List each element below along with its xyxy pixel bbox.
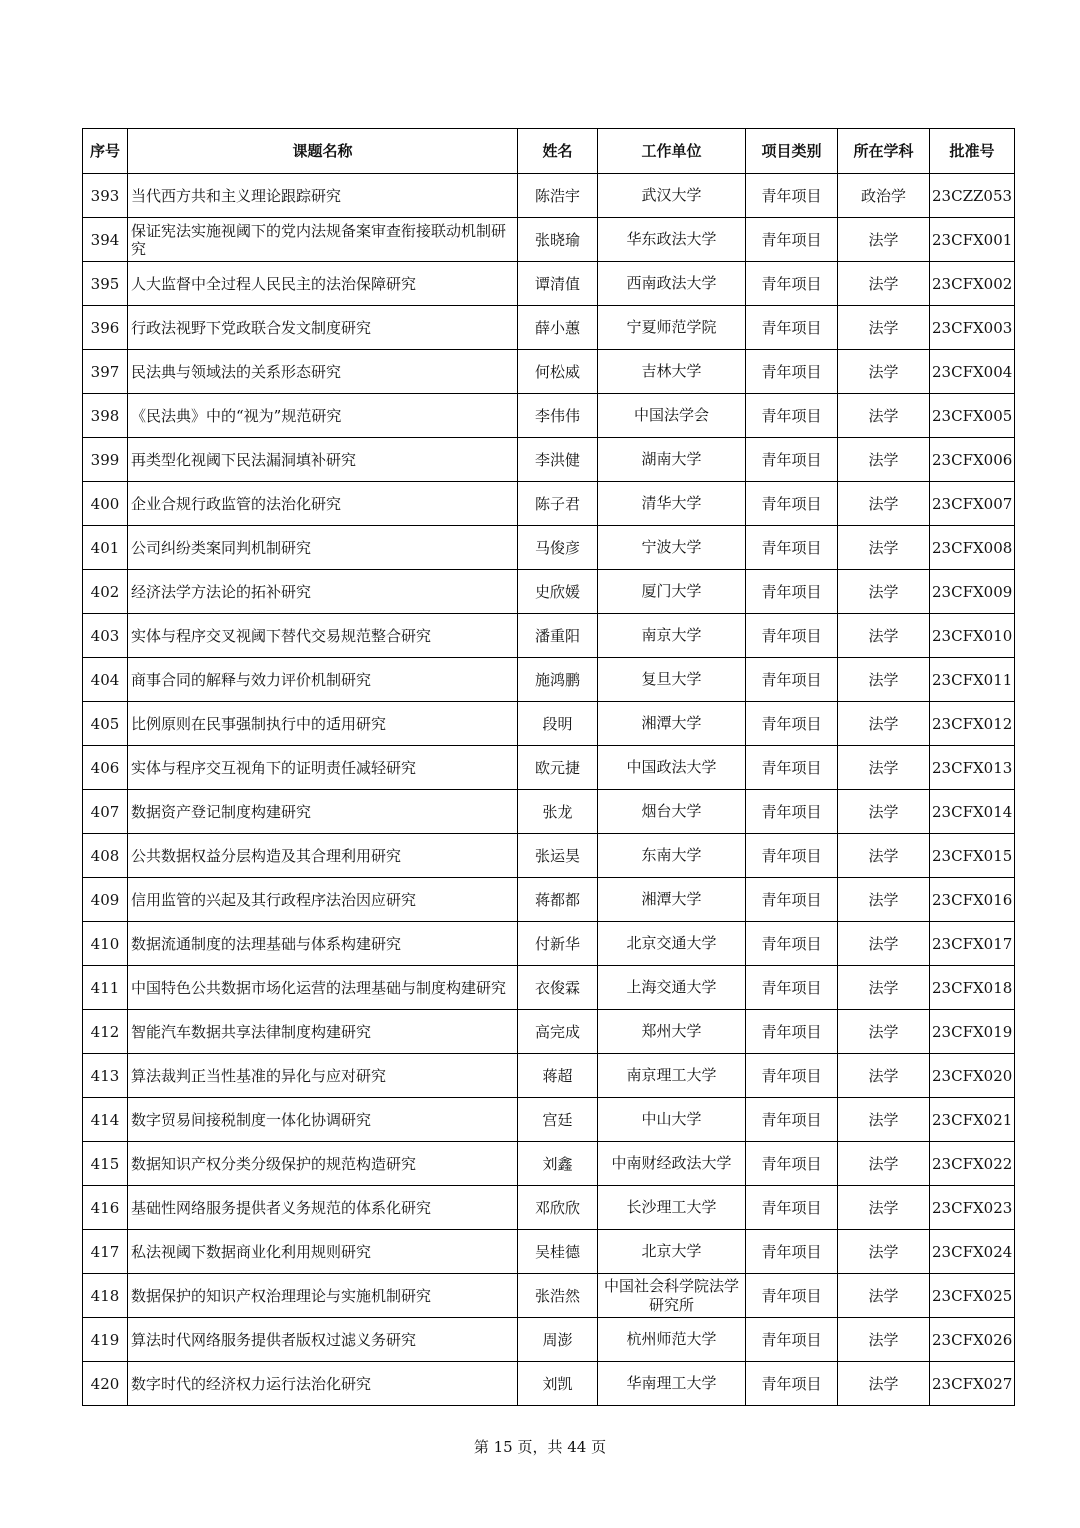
cell-category: 青年项目 <box>746 174 838 218</box>
cell-title: 数据保护的知识产权治理理论与实施机制研究 <box>128 1274 518 1318</box>
cell-name: 薛小蕙 <box>518 306 598 350</box>
cell-name: 刘鑫 <box>518 1142 598 1186</box>
cell-seq: 410 <box>83 922 128 966</box>
cell-seq: 406 <box>83 746 128 790</box>
cell-approval: 23CFX004 <box>930 350 1015 394</box>
cell-discipline: 法学 <box>838 526 930 570</box>
cell-discipline: 法学 <box>838 1098 930 1142</box>
cell-category: 青年项目 <box>746 262 838 306</box>
cell-seq: 413 <box>83 1054 128 1098</box>
cell-discipline: 法学 <box>838 350 930 394</box>
cell-name: 史欣媛 <box>518 570 598 614</box>
cell-name: 衣俊霖 <box>518 966 598 1010</box>
table-row <box>83 174 1015 218</box>
table-row <box>83 350 1015 394</box>
cell-seq: 402 <box>83 570 128 614</box>
cell-approval: 23CFX023 <box>930 1186 1015 1230</box>
cell-unit: 北京大学 <box>598 1230 746 1274</box>
cell-name: 付新华 <box>518 922 598 966</box>
cell-seq: 395 <box>83 262 128 306</box>
cell-seq: 416 <box>83 1186 128 1230</box>
cell-unit: 西南政法大学 <box>598 262 746 306</box>
cell-seq: 404 <box>83 658 128 702</box>
cell-discipline: 法学 <box>838 1362 930 1406</box>
cell-name: 高完成 <box>518 1010 598 1054</box>
cell-approval: 23CFX013 <box>930 746 1015 790</box>
table-row <box>83 702 1015 746</box>
cell-title: 当代西方共和主义理论跟踪研究 <box>128 174 518 218</box>
cell-name: 施鸿鹏 <box>518 658 598 702</box>
cell-seq: 396 <box>83 306 128 350</box>
cell-unit: 中南财经政法大学 <box>598 1142 746 1186</box>
cell-category: 青年项目 <box>746 1318 838 1362</box>
cell-name: 李伟伟 <box>518 394 598 438</box>
cell-approval: 23CZZ053 <box>930 174 1015 218</box>
cell-category: 青年项目 <box>746 922 838 966</box>
cell-approval: 23CFX017 <box>930 922 1015 966</box>
cell-unit: 上海交通大学 <box>598 966 746 1010</box>
cell-title: 算法裁判正当性基准的异化与应对研究 <box>128 1054 518 1098</box>
cell-seq: 393 <box>83 174 128 218</box>
table-row <box>83 1098 1015 1142</box>
cell-seq: 409 <box>83 878 128 922</box>
table-row <box>83 262 1015 306</box>
cell-approval: 23CFX006 <box>930 438 1015 482</box>
cell-approval: 23CFX011 <box>930 658 1015 702</box>
cell-approval: 23CFX027 <box>930 1362 1015 1406</box>
cell-name: 陈子君 <box>518 482 598 526</box>
cell-discipline: 法学 <box>838 834 930 878</box>
cell-unit: 北京交通大学 <box>598 922 746 966</box>
cell-category: 青年项目 <box>746 658 838 702</box>
table-row <box>83 1230 1015 1274</box>
cell-title: 算法时代网络服务提供者版权过滤义务研究 <box>128 1318 518 1362</box>
cell-seq: 394 <box>83 218 128 262</box>
cell-name: 段明 <box>518 702 598 746</box>
cell-unit: 杭州师范大学 <box>598 1318 746 1362</box>
cell-category: 青年项目 <box>746 1098 838 1142</box>
cell-approval: 23CFX005 <box>930 394 1015 438</box>
cell-title: 比例原则在民事强制执行中的适用研究 <box>128 702 518 746</box>
cell-name: 邓欣欣 <box>518 1186 598 1230</box>
cell-unit: 郑州大学 <box>598 1010 746 1054</box>
cell-seq: 417 <box>83 1230 128 1274</box>
cell-title: 企业合规行政监管的法治化研究 <box>128 482 518 526</box>
table-row <box>83 482 1015 526</box>
cell-unit: 南京理工大学 <box>598 1054 746 1098</box>
cell-discipline: 法学 <box>838 746 930 790</box>
cell-discipline: 法学 <box>838 1274 930 1318</box>
cell-title: 信用监管的兴起及其行政程序法治因应研究 <box>128 878 518 922</box>
cell-title: 公共数据权益分层构造及其合理利用研究 <box>128 834 518 878</box>
cell-unit: 湘潭大学 <box>598 702 746 746</box>
project-table <box>82 128 1015 1406</box>
header-discipline: 所在学科 <box>838 129 930 174</box>
cell-category: 青年项目 <box>746 526 838 570</box>
table-row <box>83 922 1015 966</box>
cell-title: 智能汽车数据共享法律制度构建研究 <box>128 1010 518 1054</box>
cell-category: 青年项目 <box>746 1274 838 1318</box>
cell-discipline: 法学 <box>838 1010 930 1054</box>
cell-category: 青年项目 <box>746 1142 838 1186</box>
cell-seq: 405 <box>83 702 128 746</box>
cell-category: 青年项目 <box>746 1362 838 1406</box>
cell-title: 民法典与领域法的关系形态研究 <box>128 350 518 394</box>
cell-unit: 厦门大学 <box>598 570 746 614</box>
cell-name: 张龙 <box>518 790 598 834</box>
cell-seq: 420 <box>83 1362 128 1406</box>
cell-name: 谭清值 <box>518 262 598 306</box>
cell-approval: 23CFX003 <box>930 306 1015 350</box>
table-row <box>83 306 1015 350</box>
cell-unit: 宁波大学 <box>598 526 746 570</box>
cell-title: 经济法学方法论的拓补研究 <box>128 570 518 614</box>
cell-seq: 403 <box>83 614 128 658</box>
cell-unit: 中国社会科学院法学研究所 <box>598 1274 746 1318</box>
cell-discipline: 法学 <box>838 1318 930 1362</box>
cell-discipline: 法学 <box>838 1054 930 1098</box>
cell-unit: 吉林大学 <box>598 350 746 394</box>
cell-discipline: 法学 <box>838 658 930 702</box>
cell-discipline: 法学 <box>838 966 930 1010</box>
table-row <box>83 1318 1015 1362</box>
cell-unit: 宁夏师范学院 <box>598 306 746 350</box>
cell-category: 青年项目 <box>746 1186 838 1230</box>
cell-name: 潘重阳 <box>518 614 598 658</box>
table-row <box>83 570 1015 614</box>
cell-title: 再类型化视阈下民法漏洞填补研究 <box>128 438 518 482</box>
cell-category: 青年项目 <box>746 350 838 394</box>
header-unit: 工作单位 <box>598 129 746 174</box>
cell-seq: 399 <box>83 438 128 482</box>
cell-unit: 湘潭大学 <box>598 878 746 922</box>
table-row <box>83 1010 1015 1054</box>
header-title: 课题名称 <box>128 129 518 174</box>
cell-category: 青年项目 <box>746 1054 838 1098</box>
cell-name: 蒋超 <box>518 1054 598 1098</box>
cell-approval: 23CFX012 <box>930 702 1015 746</box>
cell-name: 刘凯 <box>518 1362 598 1406</box>
cell-seq: 419 <box>83 1318 128 1362</box>
cell-name: 周澎 <box>518 1318 598 1362</box>
table-row <box>83 1362 1015 1406</box>
cell-approval: 23CFX020 <box>930 1054 1015 1098</box>
cell-approval: 23CFX008 <box>930 526 1015 570</box>
cell-unit: 华南理工大学 <box>598 1362 746 1406</box>
cell-unit: 湖南大学 <box>598 438 746 482</box>
cell-category: 青年项目 <box>746 306 838 350</box>
header-name: 姓名 <box>518 129 598 174</box>
table-row <box>83 834 1015 878</box>
table-row <box>83 614 1015 658</box>
cell-category: 青年项目 <box>746 878 838 922</box>
cell-seq: 408 <box>83 834 128 878</box>
cell-name: 李洪健 <box>518 438 598 482</box>
cell-seq: 400 <box>83 482 128 526</box>
cell-unit: 武汉大学 <box>598 174 746 218</box>
cell-title: 数据流通制度的法理基础与体系构建研究 <box>128 922 518 966</box>
table-row <box>83 394 1015 438</box>
table-row <box>83 790 1015 834</box>
cell-discipline: 法学 <box>838 922 930 966</box>
cell-approval: 23CFX015 <box>930 834 1015 878</box>
cell-name: 张晓瑜 <box>518 218 598 262</box>
cell-seq: 407 <box>83 790 128 834</box>
cell-name: 张浩然 <box>518 1274 598 1318</box>
cell-unit: 清华大学 <box>598 482 746 526</box>
cell-name: 马俊彦 <box>518 526 598 570</box>
cell-name: 张运昊 <box>518 834 598 878</box>
cell-unit: 烟台大学 <box>598 790 746 834</box>
table-row <box>83 746 1015 790</box>
cell-unit: 南京大学 <box>598 614 746 658</box>
cell-discipline: 法学 <box>838 438 930 482</box>
cell-name: 宫廷 <box>518 1098 598 1142</box>
cell-unit: 东南大学 <box>598 834 746 878</box>
cell-title: 中国特色公共数据市场化运营的法理基础与制度构建研究 <box>128 966 518 1010</box>
cell-category: 青年项目 <box>746 218 838 262</box>
table-row <box>83 1054 1015 1098</box>
table-row <box>83 218 1015 262</box>
cell-category: 青年项目 <box>746 438 838 482</box>
table-row <box>83 878 1015 922</box>
cell-approval: 23CFX016 <box>930 878 1015 922</box>
cell-discipline: 法学 <box>838 1230 930 1274</box>
cell-approval: 23CFX022 <box>930 1142 1015 1186</box>
cell-approval: 23CFX026 <box>930 1318 1015 1362</box>
cell-category: 青年项目 <box>746 614 838 658</box>
cell-discipline: 法学 <box>838 482 930 526</box>
cell-discipline: 法学 <box>838 878 930 922</box>
header-approval: 批准号 <box>930 129 1015 174</box>
cell-approval: 23CFX019 <box>930 1010 1015 1054</box>
cell-name: 吴桂德 <box>518 1230 598 1274</box>
header-category: 项目类别 <box>746 129 838 174</box>
cell-title: 人大监督中全过程人民民主的法治保障研究 <box>128 262 518 306</box>
table-row <box>83 526 1015 570</box>
cell-discipline: 法学 <box>838 702 930 746</box>
cell-seq: 418 <box>83 1274 128 1318</box>
cell-unit: 中山大学 <box>598 1098 746 1142</box>
table-row <box>83 658 1015 702</box>
cell-discipline: 法学 <box>838 218 930 262</box>
cell-title: 私法视阈下数据商业化利用规则研究 <box>128 1230 518 1274</box>
cell-title: 《民法典》中的“视为”规范研究 <box>128 394 518 438</box>
cell-discipline: 法学 <box>838 394 930 438</box>
cell-unit: 中国法学会 <box>598 394 746 438</box>
cell-category: 青年项目 <box>746 746 838 790</box>
cell-seq: 397 <box>83 350 128 394</box>
cell-title: 基础性网络服务提供者义务规范的体系化研究 <box>128 1186 518 1230</box>
cell-approval: 23CFX001 <box>930 218 1015 262</box>
cell-approval: 23CFX010 <box>930 614 1015 658</box>
header-seq: 序号 <box>83 129 128 174</box>
cell-discipline: 政治学 <box>838 174 930 218</box>
cell-approval: 23CFX018 <box>930 966 1015 1010</box>
cell-category: 青年项目 <box>746 702 838 746</box>
cell-category: 青年项目 <box>746 966 838 1010</box>
cell-discipline: 法学 <box>838 1142 930 1186</box>
cell-unit: 长沙理工大学 <box>598 1186 746 1230</box>
cell-name: 蒋都都 <box>518 878 598 922</box>
cell-approval: 23CFX025 <box>930 1274 1015 1318</box>
cell-category: 青年项目 <box>746 1010 838 1054</box>
cell-category: 青年项目 <box>746 1230 838 1274</box>
header-row <box>83 129 1015 174</box>
cell-title: 实体与程序交互视角下的证明责任减轻研究 <box>128 746 518 790</box>
cell-discipline: 法学 <box>838 614 930 658</box>
cell-discipline: 法学 <box>838 790 930 834</box>
cell-seq: 414 <box>83 1098 128 1142</box>
cell-name: 欧元捷 <box>518 746 598 790</box>
cell-title: 数据资产登记制度构建研究 <box>128 790 518 834</box>
table-row <box>83 1274 1015 1318</box>
cell-approval: 23CFX014 <box>930 790 1015 834</box>
cell-title: 数字贸易间接税制度一体化协调研究 <box>128 1098 518 1142</box>
cell-category: 青年项目 <box>746 482 838 526</box>
cell-title: 公司纠纷类案同判机制研究 <box>128 526 518 570</box>
cell-discipline: 法学 <box>838 570 930 614</box>
cell-seq: 401 <box>83 526 128 570</box>
table-row <box>83 1186 1015 1230</box>
cell-unit: 中国政法大学 <box>598 746 746 790</box>
cell-name: 何松威 <box>518 350 598 394</box>
cell-unit: 华东政法大学 <box>598 218 746 262</box>
table-row <box>83 438 1015 482</box>
cell-seq: 411 <box>83 966 128 1010</box>
page-footer: 第 15 页，共 44 页 <box>473 1438 607 1456</box>
cell-approval: 23CFX002 <box>930 262 1015 306</box>
cell-approval: 23CFX024 <box>930 1230 1015 1274</box>
cell-seq: 398 <box>83 394 128 438</box>
cell-category: 青年项目 <box>746 790 838 834</box>
cell-approval: 23CFX007 <box>930 482 1015 526</box>
cell-title: 实体与程序交叉视阈下替代交易规范整合研究 <box>128 614 518 658</box>
cell-title: 数据知识产权分类分级保护的规范构造研究 <box>128 1142 518 1186</box>
cell-discipline: 法学 <box>838 1186 930 1230</box>
cell-discipline: 法学 <box>838 306 930 350</box>
cell-seq: 415 <box>83 1142 128 1186</box>
cell-title: 行政法视野下党政联合发文制度研究 <box>128 306 518 350</box>
cell-discipline: 法学 <box>838 262 930 306</box>
cell-title: 保证宪法实施视阈下的党内法规备案审查衔接联动机制研究 <box>128 218 518 262</box>
cell-approval: 23CFX009 <box>930 570 1015 614</box>
cell-title: 数字时代的经济权力运行法治化研究 <box>128 1362 518 1406</box>
cell-name: 陈浩宇 <box>518 174 598 218</box>
cell-approval: 23CFX021 <box>930 1098 1015 1142</box>
cell-seq: 412 <box>83 1010 128 1054</box>
cell-unit: 复旦大学 <box>598 658 746 702</box>
cell-category: 青年项目 <box>746 834 838 878</box>
cell-category: 青年项目 <box>746 570 838 614</box>
table-row <box>83 1142 1015 1186</box>
cell-title: 商事合同的解释与效力评价机制研究 <box>128 658 518 702</box>
cell-category: 青年项目 <box>746 394 838 438</box>
table-row <box>83 966 1015 1010</box>
